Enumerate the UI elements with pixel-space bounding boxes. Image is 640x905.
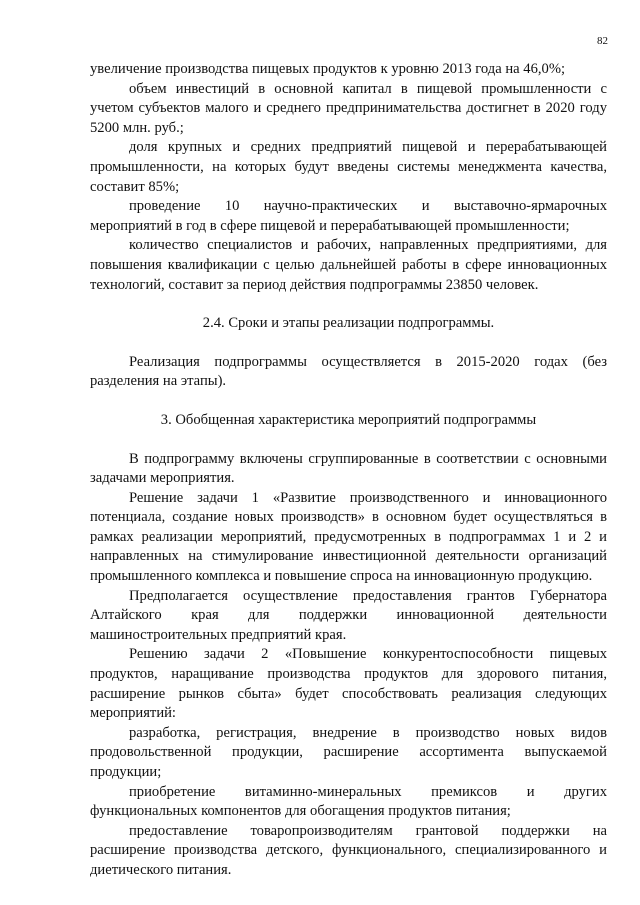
paragraph-new-products: разработка, регистрация, внедрение в производство новых видов продовольственной продукции, расширение ассортимента выпускаемой продукции; [90,724,607,780]
heading-measures-characteristics: 3. Обобщенная характеристика мероприятий подпрограммы [160,411,537,428]
page-number: 82 [597,35,608,47]
paragraph-specialists-training: количество специалистов и рабочих, направленных предприятиями, для повышения квалификации с целью дальнейшей работы в сфере инновационных технологий, составит за период действия подпрограммы 23850 человек. [90,237,607,293]
paragraph-grant-support: предоставление товаропроизводителям грантовой поддержки на расширение производства детского, функционального, специализированного и диетического питания. [90,822,607,878]
paragraph-premixes: приобретение витаминно-минеральных премиксов и других функциональных компонентов для обогащения продуктов питания; [90,783,607,820]
paragraph-investment-volume: объем инвестиций в основной капитал в пищевой промышленности с учетом субъектов малого и среднего предпринимательства достигнет в 2020 году 5200 млн. руб.; [90,80,607,136]
paragraph-grants-governor: Предполагается осуществление предоставления грантов Губернатора Алтайского края для поддержки инновационной деятельности машиностроительных предприятий края. [90,587,607,643]
paragraph-measures-grouping: В подпрограмму включены сгруппированные в соответствии с основными задачами мероприятия. [90,450,607,487]
paragraph-quality-management-share: доля крупных и средних предприятий пищевой и перерабатывающей промышленности, на которых будут введены системы менеджмента качества, составит 85%; [90,139,607,195]
paragraph-task-1: Решение задачи 1 «Развитие производственного и инновационного потенциала, создание новых производств» в основном будет осуществляться в рамках реализации мероприятий, предусмотренных в подпрограммах 1 и 2 и направленных на стимулирование инвестиционной деятельности организаций промышленного комплекса и повышение спроса на инновационную продукцию. [90,489,607,585]
document-body [90,60,607,881]
paragraph-implementation-period: Реализация подпрограммы осуществляется в 2015-2020 годах (без разделения на этапы). [90,353,607,390]
paragraph-task-2: Решению задачи 2 «Повышение конкурентоспособности пищевых продуктов, наращивание производства продуктов для здорового питания, расширение рынков сбыта» будет способствовать реализация следующих мероприятий: [90,646,607,722]
paragraph-production-growth: увеличение производства пищевых продуктов к уровню 2013 года на 46,0%; [90,61,566,77]
heading-terms-and-stages: 2.4. Сроки и этапы реализации подпрограммы. [202,315,495,332]
paragraph-events-count: проведение 10 научно-практических и выставочно-ярмарочных мероприятий в год в сфере пищевой и перерабатывающей промышленности; [90,198,607,234]
